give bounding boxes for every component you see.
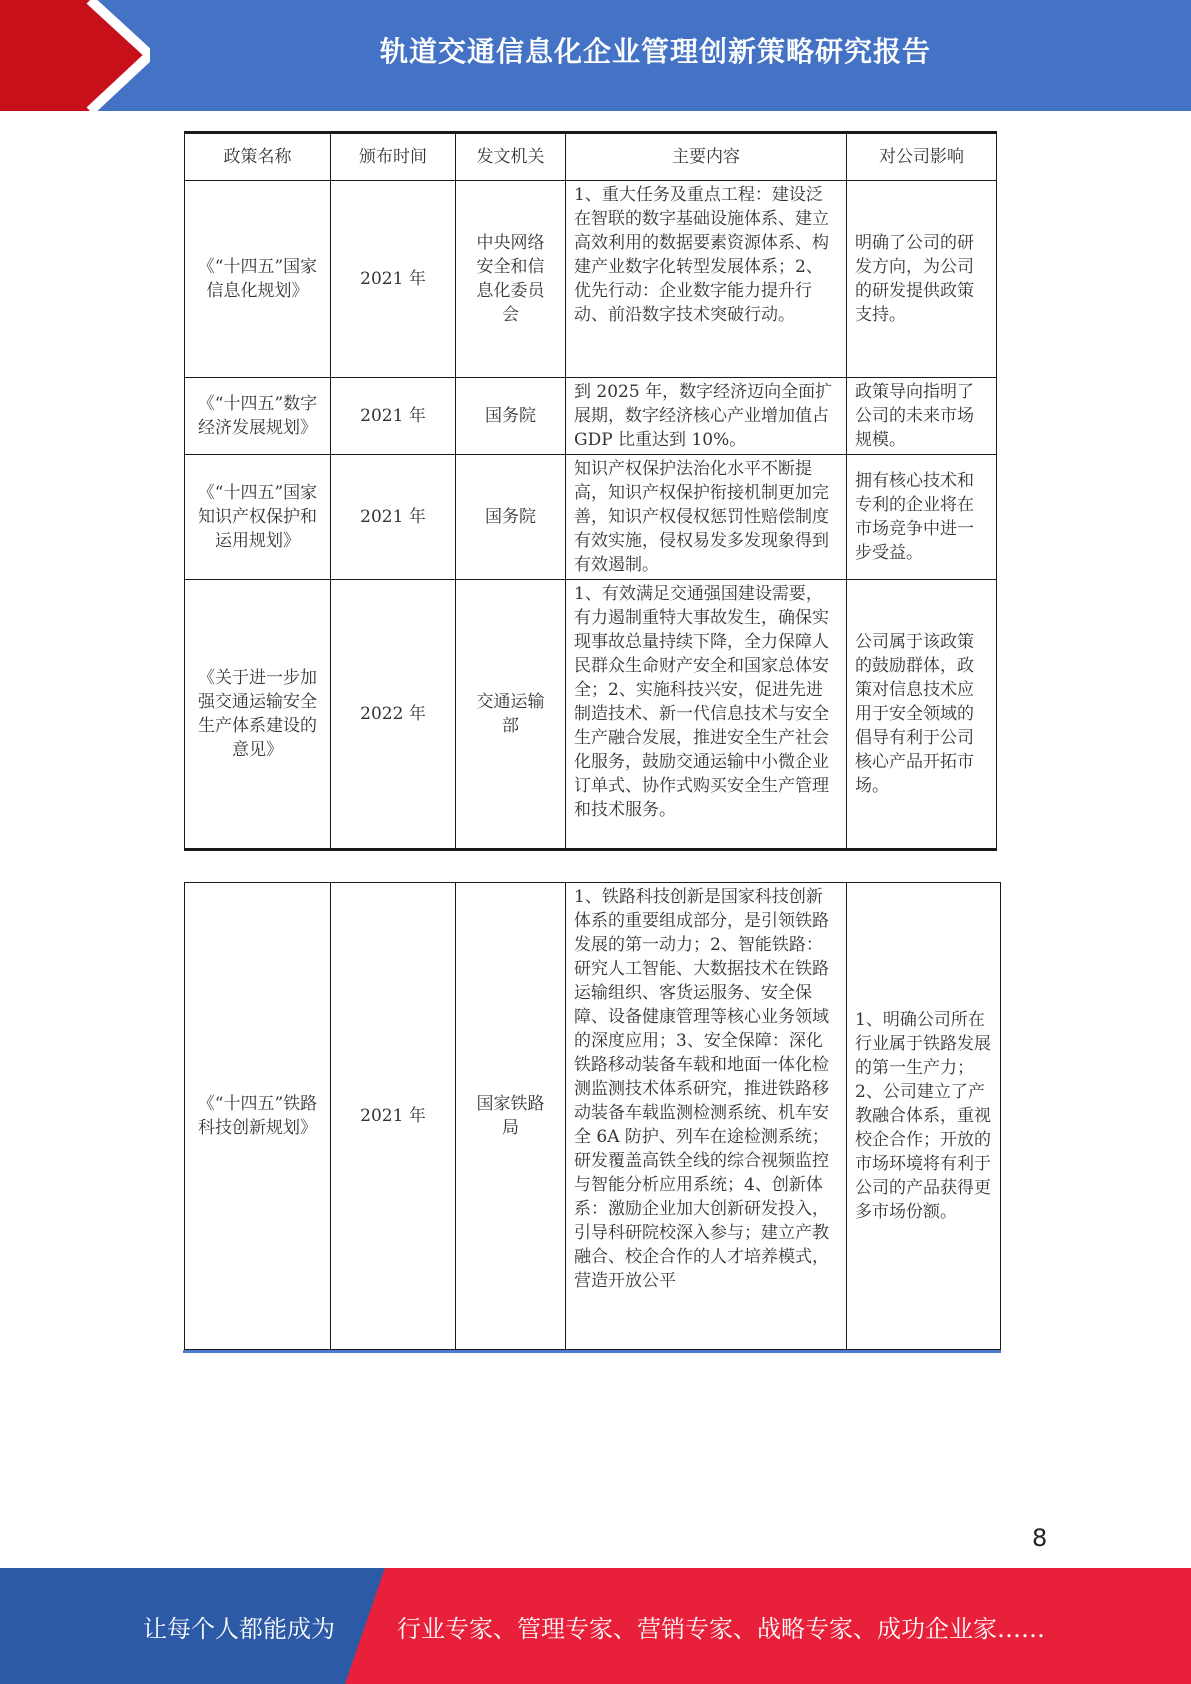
table-row [185,181,997,378]
page-header [0,0,1191,111]
policy-agency: 国务院 [456,455,566,580]
table-header-row [185,133,997,181]
policy-name: 《“十四五”数字经济发展规划》 [185,378,331,455]
policy-date: 2022 年 [331,580,456,850]
policy-date: 2021 年 [331,378,456,455]
policy-impact: 明确了公司的研发方向，为公司的研发提供政策支持。 [847,181,997,378]
header-policy-name: 政策名称 [185,133,331,181]
footer-slogan-left: 让每个人都能成为 [143,1614,335,1643]
header-date: 颁布时间 [331,133,456,181]
policy-name: 《关于进一步加强交通运输安全生产体系建设的意见》 [185,580,331,850]
policy-date: 2021 年 [331,455,456,580]
table-row [185,883,1001,1351]
policy-agency: 国家铁路局 [456,883,566,1351]
policy-date: 2021 年 [331,181,456,378]
policy-content: 1、重大任务及重点工程：建设泛在智联的数字基础设施体系、建立高效利用的数据要素资源体系、构建产业数字化转型发展体系；2、优先行动：企业数字能力提升行动、前沿数字技术突破行动。 [566,181,847,378]
header-chevron-icon [0,0,150,111]
policy-impact: 公司属于该政策的鼓励群体，政策对信息技术应用于安全领域的倡导有利于公司核心产品开拓市场。 [847,580,997,850]
page-number: 8 [1032,1524,1048,1552]
policy-content: 1、有效满足交通强国建设需要，有力遏制重特大事故发生，确保实现事故总量持续下降，全力保障人民群众生命财产安全和国家总体安全；2、实施科技兴安，促进先进制造技术、新一代信息技术与安全生产融合发展，推进安全生产社会化服务，鼓励交通运输中小微企业订单式、协作式购买安全生产管理和技术服务。 [566,580,847,850]
policy-name: 《“十四五”铁路科技创新规划》 [185,883,331,1351]
table-bottom-rule [183,1350,1001,1353]
header-title: 轨道交通信息化企业管理创新策略研究报告 [379,35,931,68]
footer-slogan-right: 行业专家、管理专家、营销专家、战略专家、成功企业家…… [397,1614,1045,1643]
policy-content: 知识产权保护法治化水平不断提高，知识产权保护衔接机制更加完善，知识产权侵权惩罚性赔偿制度有效实施，侵权易发多发现象得到有效遏制。 [566,455,847,580]
policy-impact: 拥有核心技术和专利的企业将在市场竞争中进一步受益。 [847,455,997,580]
policy-agency: 交通运输部 [456,580,566,850]
policy-name: 《“十四五”国家知识产权保护和运用规划》 [185,455,331,580]
header-impact: 对公司影响 [847,133,997,181]
table-row [185,580,997,850]
policy-content: 到 2025 年，数字经济迈向全面扩展期，数字经济核心产业增加值占 GDP 比重达到 10%。 [566,378,847,455]
table-row [185,455,997,580]
page-footer [0,1568,1191,1684]
policy-name: 《“十四五”国家信息化规划》 [185,181,331,378]
policy-agency: 国务院 [456,378,566,455]
policy-agency: 中央网络安全和信息化委员会 [456,181,566,378]
policy-table-continued [184,882,1001,1352]
table-row [185,378,997,455]
policy-table [184,131,997,851]
policy-impact: 政策导向指明了公司的未来市场规模。 [847,378,997,455]
policy-impact: 1、明确公司所在行业属于铁路发展的第一生产力；2、公司建立了产教融合体系，重视校企合作；开放的市场环境将有利于公司的产品获得更多市场份额。 [847,883,1001,1351]
policy-date: 2021 年 [331,883,456,1351]
header-content: 主要内容 [566,133,847,181]
header-agency: 发文机关 [456,133,566,181]
policy-content: 1、铁路科技创新是国家科技创新体系的重要组成部分，是引领铁路发展的第一动力；2、智能铁路：研究人工智能、大数据技术在铁路运输组织、客货运服务、安全保障、设备健康管理等核心业务领域的深度应用；3、安全保障：深化铁路移动装备车载和地面一体化检测监测技术体系研究，推进铁路移动装备车载监测检测系统、机车安全 6A 防护、列车在途检测系统；研发覆盖高铁全线的综合视频监控与智能分析应用系统；4、创新体系：激励企业加大创新研发投入，引导科研院校深入参与；建立产教融合、校企合作的人才培养模式，营造开放公平 [566,883,847,1351]
